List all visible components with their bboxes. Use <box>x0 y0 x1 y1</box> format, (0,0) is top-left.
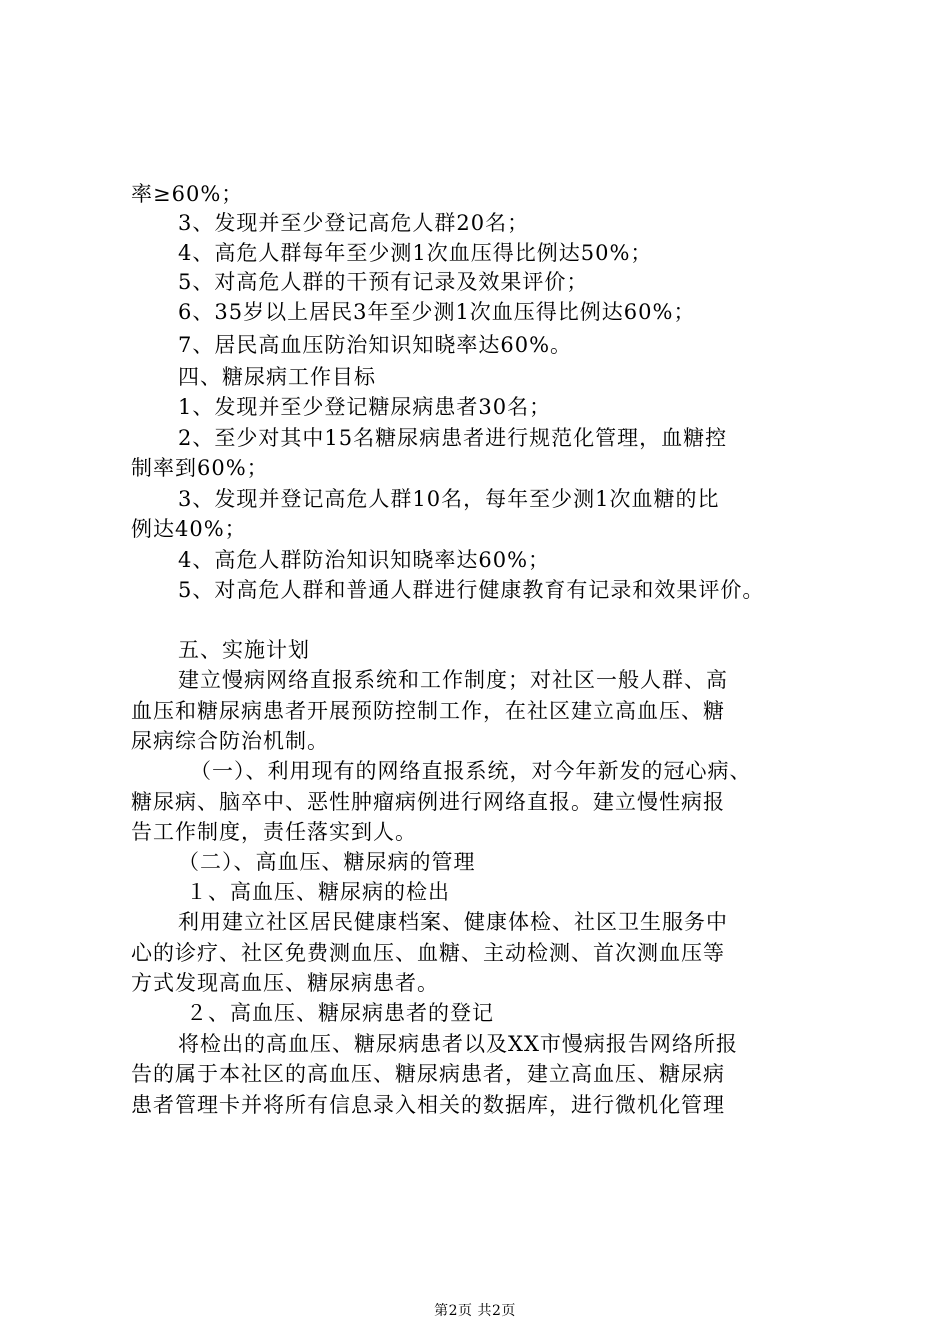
text-line: 告工作制度，责任落实到人。 <box>131 820 417 844</box>
text-line: 制率到60%； <box>131 456 269 480</box>
text-line: 告的属于本社区的高血压、糖尿病患者，建立高血压、糖尿病 <box>131 1062 725 1086</box>
text-line: 3、发现并至少登记高危人群20名； <box>178 211 530 235</box>
text-line: 方式发现高血压、糖尿病患者。 <box>131 971 439 995</box>
section-heading: 四、糖尿病工作目标 <box>178 365 376 389</box>
text-line: 4、高危人群防治知识知晓率达60%； <box>178 548 551 572</box>
text-line: 尿病综合防治机制。 <box>131 729 329 753</box>
text-line: 利用建立社区居民健康档案、健康体检、社区卫生服务中 <box>178 910 728 934</box>
text-line: 糖尿病、脑卒中、恶性肿瘤病例进行网络直报。建立慢性病报 <box>131 790 725 814</box>
text-line: 3、发现并登记高危人群10名，每年至少测1次血糖的比 <box>178 487 720 511</box>
text-line: 1、发现并至少登记糖尿病患者30名； <box>178 395 552 419</box>
text-line: 患者管理卡并将所有信息录入相关的数据库，进行微机化管理 <box>131 1093 725 1117</box>
text-line: 5、对高危人群和普通人群进行健康教育有记录和效果评价。 <box>178 578 765 602</box>
text-line: 将检出的高血压、糖尿病患者以及XX市慢病报告网络所报 <box>178 1032 738 1056</box>
section-heading: 五、实施计划 <box>178 638 310 662</box>
text-line: 率≥60%； <box>131 182 244 206</box>
text-line: （一）、利用现有的网络直报系统，对今年新发的冠心病、 <box>190 759 752 783</box>
text-line: 7、居民高血压防治知识知晓率达60%。 <box>178 333 573 357</box>
text-line: 血压和糖尿病患者开展预防控制工作，在社区建立高血压、糖 <box>131 699 725 723</box>
subsection-heading: （二）、高血压、糖尿病的管理 <box>178 850 476 874</box>
subsection-heading: ２、高血压、糖尿病患者的登记 <box>186 1001 494 1025</box>
text-line: 2、至少对其中15名糖尿病患者进行规范化管理，血糖控 <box>178 426 728 450</box>
subsection-heading: １、高血压、糖尿病的检出 <box>186 880 450 904</box>
text-line: 建立慢病网络直报系统和工作制度；对社区一般人群、高 <box>178 668 728 692</box>
text-line: 5、对高危人群的干预有记录及效果评价； <box>178 270 589 294</box>
text-line: 6、35岁以上居民3年至少测1次血压得比例达60%； <box>178 300 696 324</box>
text-line: 心的诊疗、社区免费测血压、血糖、主动检测、首次测血压等 <box>131 941 725 965</box>
page-footer: 第2页 共2页 <box>434 1303 516 1319</box>
text-line: 例达40%； <box>131 517 247 541</box>
text-line: 4、高危人群每年至少测1次血压得比例达50%； <box>178 241 653 265</box>
